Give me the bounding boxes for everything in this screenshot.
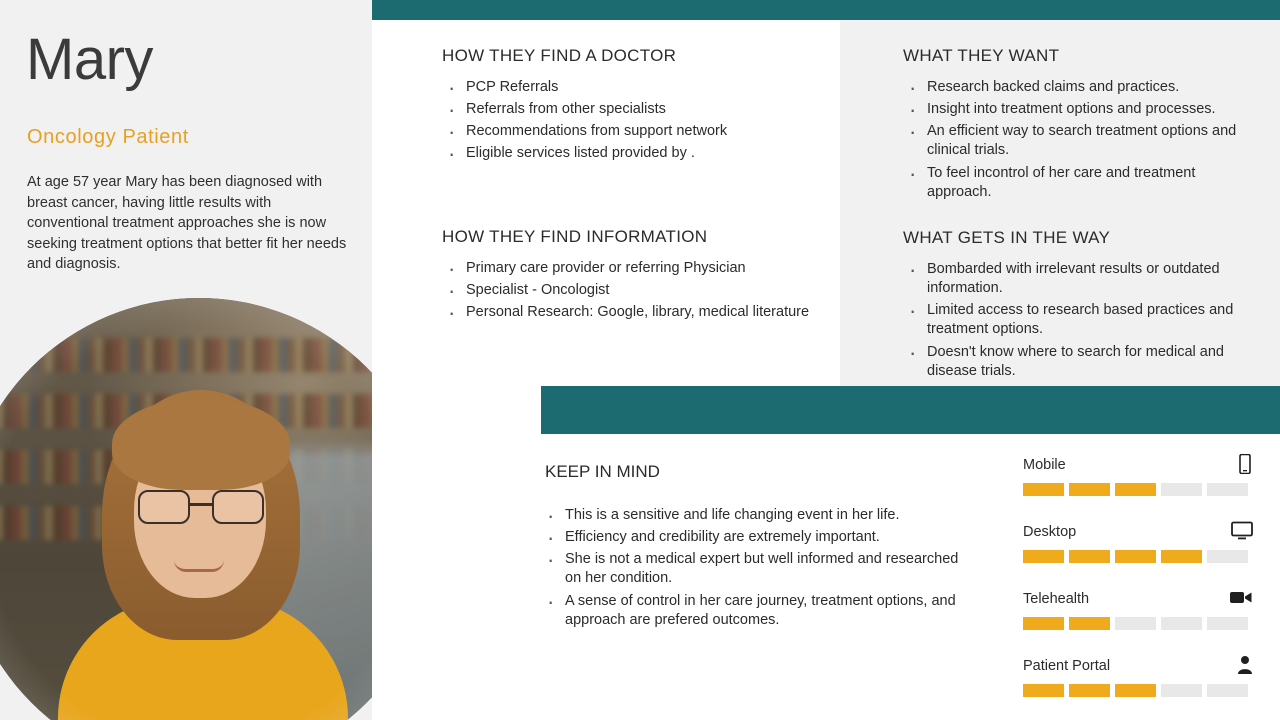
list-item: · Recommendations from support network — [442, 122, 822, 141]
device-usage-list — [1023, 456, 1253, 720]
device-row-telehealth — [1023, 590, 1253, 630]
list-item: · Doesn't know where to search for medical and disease trials. — [903, 343, 1253, 381]
device-meter — [1023, 617, 1253, 630]
section-what-they-want — [903, 46, 1253, 205]
section-bullet-list — [442, 259, 822, 322]
list-item: · Specialist - Oncologist — [442, 281, 822, 300]
device-meter — [1023, 550, 1253, 563]
list-item: · Personal Research: Google, library, medical literature — [442, 303, 822, 322]
list-item: · Limited access to research based practices and treatment options. — [903, 301, 1253, 339]
persona-description: At age 57 year Mary has been diagnosed with breast cancer, having little results with conventional treatment approaches she is now seeking treatment options that better fit her needs and diagnosis. — [27, 174, 347, 273]
persona-photo — [0, 298, 372, 720]
device-meter — [1023, 483, 1253, 496]
right-column — [840, 20, 1280, 386]
device-label: Mobile — [1023, 457, 1066, 473]
device-meter — [1023, 684, 1253, 697]
list-item: · She is not a medical expert but well informed and researched on her condition. — [541, 550, 971, 588]
section-what-gets-in-the-way — [903, 228, 1253, 384]
persona-role: Oncology Patient — [27, 126, 189, 148]
device-row-mobile — [1023, 456, 1253, 496]
mobile-phone-icon — [1237, 454, 1253, 479]
list-item: · Research backed claims and practices. — [903, 78, 1253, 97]
keep-in-mind-accent-bar — [541, 386, 1280, 434]
middle-column — [372, 20, 840, 386]
list-item: · This is a sensitive and life changing event in her life. — [541, 506, 971, 525]
hair-front-shape — [112, 398, 290, 490]
video-camera-icon — [1229, 588, 1253, 611]
persona-left-panel — [0, 0, 372, 720]
device-label: Desktop — [1023, 524, 1077, 540]
top-accent-bar — [372, 0, 1280, 20]
section-title: WHAT THEY WANT — [903, 46, 1060, 65]
section-bullet-list — [541, 506, 971, 633]
section-how-they-find-a-doctor — [442, 46, 822, 167]
list-item: · An efficient way to search treatment options and clinical trials. — [903, 122, 1253, 160]
section-title: HOW THEY FIND A DOCTOR — [442, 46, 677, 65]
list-item: · Insight into treatment options and processes. — [903, 100, 1253, 119]
person-icon — [1237, 655, 1253, 680]
device-row-desktop — [1023, 523, 1253, 563]
keep-in-mind-panel — [541, 434, 1280, 720]
section-title: KEEP IN MIND — [545, 462, 660, 481]
list-item: · Bombarded with irrelevant results or outdated information. — [903, 260, 1253, 298]
list-item: · Efficiency and credibility are extremely important. — [541, 528, 971, 547]
section-title: WHAT GETS IN THE WAY — [903, 228, 1111, 247]
glasses-icon — [138, 490, 264, 524]
desktop-monitor-icon — [1231, 521, 1253, 546]
list-item: · Eligible services listed provided by . — [442, 144, 822, 163]
section-bullet-list — [903, 78, 1253, 202]
section-how-they-find-information — [442, 227, 822, 325]
device-label: Telehealth — [1023, 591, 1090, 607]
list-item: · To feel incontrol of her care and treatment approach. — [903, 164, 1253, 202]
page-title: Mary — [26, 27, 153, 92]
section-bullet-list — [903, 260, 1253, 381]
device-label: Patient Portal — [1023, 658, 1111, 674]
list-item: · PCP Referrals — [442, 78, 822, 97]
list-item: · Primary care provider or referring Physician — [442, 259, 822, 278]
device-row-patient-portal — [1023, 657, 1253, 697]
list-item: · Referrals from other specialists — [442, 100, 822, 119]
mouth-shape — [174, 560, 224, 572]
section-title: HOW THEY FIND INFORMATION — [442, 227, 708, 246]
section-bullet-list — [442, 78, 822, 164]
list-item: · A sense of control in her care journey, treatment options, and approach are prefered outcomes. — [541, 592, 971, 630]
